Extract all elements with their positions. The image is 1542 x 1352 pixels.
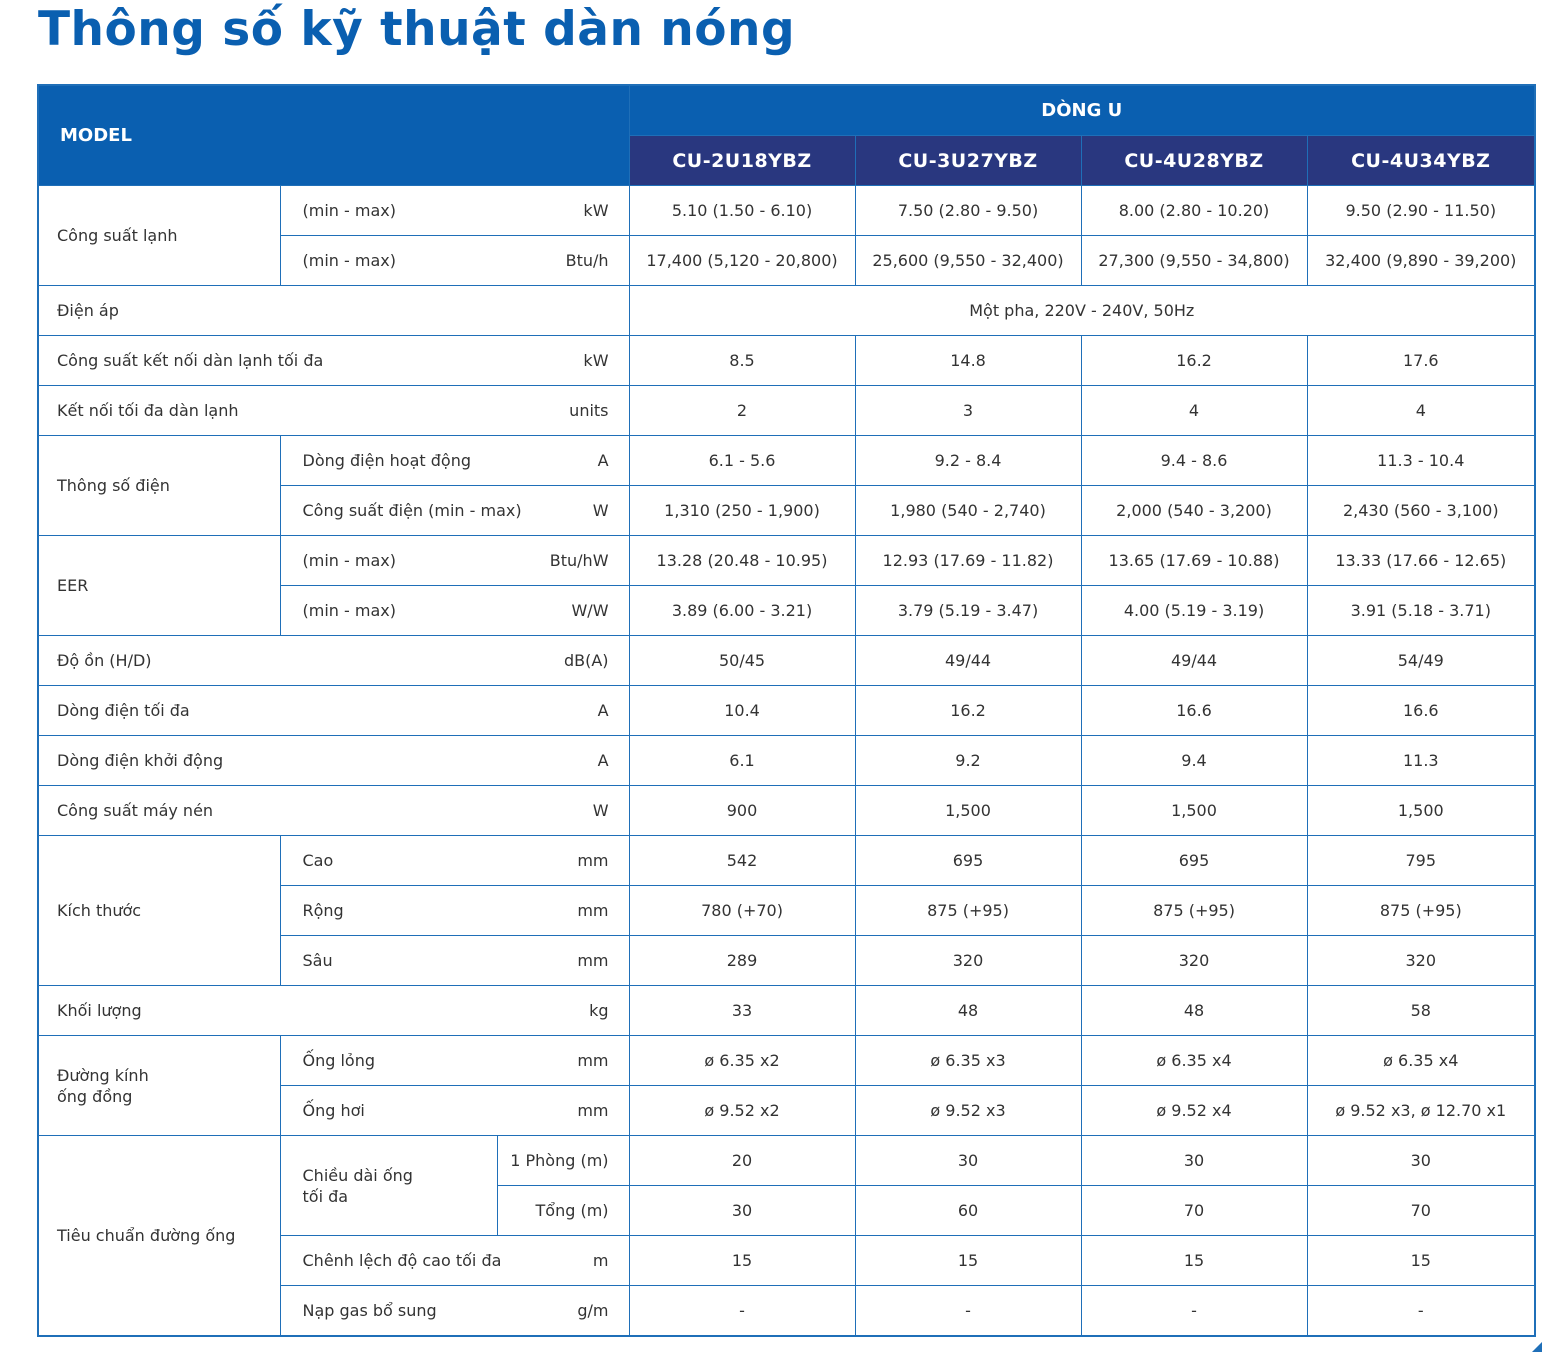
value-cell: 4 [1307,386,1535,436]
row-sublabel: Nạp gas bổ sung g/m [280,1286,629,1337]
value-cell: 16.2 [855,686,1081,736]
value-cell: 16.2 [1081,336,1307,386]
row-sublabel: (min - max) Btu/hW [280,536,629,586]
value-cell: 10.4 [629,686,855,736]
value-cell: ø 6.35 x2 [629,1036,855,1086]
value-cell: ø 6.35 x4 [1081,1036,1307,1086]
row-label: Thông số điện [38,436,280,536]
value-cell: 1,500 [1307,786,1535,836]
value-cell: 33 [629,986,855,1036]
spec-table [37,84,1536,1337]
value-cell: 16.6 [1081,686,1307,736]
value-cell: 15 [1307,1236,1535,1286]
row-label: Khối lượng kg [38,986,629,1036]
value-cell: 1,500 [855,786,1081,836]
row-label: Điện áp [38,286,629,336]
value-cell: 13.33 (17.66 - 12.65) [1307,536,1535,586]
model-name: CU-4U34YBZ [1307,136,1535,186]
table-row [38,186,1535,236]
value-cell: 5.10 (1.50 - 6.10) [629,186,855,236]
value-cell: 70 [1081,1186,1307,1236]
value-cell: 30 [1081,1136,1307,1186]
row-sublabel: Ống lỏng mm [280,1036,629,1086]
row-sublabel: Cao mm [280,836,629,886]
value-cell: 12.93 (17.69 - 11.82) [855,536,1081,586]
value-cell: 1,500 [1081,786,1307,836]
value-cell: 54/49 [1307,636,1535,686]
value-cell: 795 [1307,836,1535,886]
row-sublabel: 1 Phòng (m) [497,1136,629,1186]
value-cell: 60 [855,1186,1081,1236]
value-cell: 16.6 [1307,686,1535,736]
value-cell: 320 [855,936,1081,986]
value-cell: 30 [1307,1136,1535,1186]
value-cell: 70 [1307,1186,1535,1236]
value-cell: ø 9.52 x3, ø 12.70 x1 [1307,1086,1535,1136]
value-cell: 1,310 (250 - 1,900) [629,486,855,536]
value-cell: 875 (+95) [1081,886,1307,936]
value-cell: 289 [629,936,855,986]
value-cell: 13.28 (20.48 - 10.95) [629,536,855,586]
value-cell: 17.6 [1307,336,1535,386]
value-cell: 11.3 [1307,736,1535,786]
row-sublabel: Chênh lệch độ cao tối đa m [280,1236,629,1286]
row-sublabel: Tổng (m) [497,1186,629,1236]
row-label: Công suất máy nén W [38,786,629,836]
value-cell: 2 [629,386,855,436]
value-cell: 3 [855,386,1081,436]
value-cell: 542 [629,836,855,886]
value-cell: 320 [1307,936,1535,986]
value-cell: 50/45 [629,636,855,686]
table-row [38,686,1535,736]
value-cell: 695 [1081,836,1307,886]
value-cell: 3.91 (5.18 - 3.71) [1307,586,1535,636]
value-cell: 875 (+95) [855,886,1081,936]
value-cell: 30 [629,1186,855,1236]
value-cell: ø 6.35 x3 [855,1036,1081,1086]
table-row [38,386,1535,436]
row-label: Dòng điện khởi động A [38,736,629,786]
value-cell: 9.50 (2.90 - 11.50) [1307,186,1535,236]
value-cell: 48 [1081,986,1307,1036]
value-cell: 27,300 (9,550 - 34,800) [1081,236,1307,286]
value-cell: 3.79 (5.19 - 3.47) [855,586,1081,636]
row-sublabel: Rộng mm [280,886,629,936]
value-cell: 13.65 (17.69 - 10.88) [1081,536,1307,586]
value-cell: 2,000 (540 - 3,200) [1081,486,1307,536]
row-sublabel: (min - max) Btu/h [280,236,629,286]
value-cell: 17,400 (5,120 - 20,800) [629,236,855,286]
value-cell: 15 [629,1236,855,1286]
value-cell: 14.8 [855,336,1081,386]
value-cell: 3.89 (6.00 - 3.21) [629,586,855,636]
value-cell: 4.00 (5.19 - 3.19) [1081,586,1307,636]
table-row [38,636,1535,686]
value-cell: - [1081,1286,1307,1337]
value-cell: 4 [1081,386,1307,436]
row-sublabel: Chiều dài ống tối đa [280,1136,497,1236]
row-label: Công suất lạnh [38,186,280,286]
value-cell: 9.2 - 8.4 [855,436,1081,486]
model-name: CU-4U28YBZ [1081,136,1307,186]
value-cell: 15 [1081,1236,1307,1286]
value-cell: 20 [629,1136,855,1186]
value-cell: 7.50 (2.80 - 9.50) [855,186,1081,236]
row-sublabel: Dòng điện hoạt động A [280,436,629,486]
value-cell: 32,400 (9,890 - 39,200) [1307,236,1535,286]
row-label: Độ ồn (H/D) dB(A) [38,636,629,686]
value-cell: 9.4 - 8.6 [1081,436,1307,486]
table-row [38,536,1535,586]
value-cell: 900 [629,786,855,836]
row-label: Kích thước [38,836,280,986]
value-cell: 6.1 - 5.6 [629,436,855,486]
row-label: Tiêu chuẩn đường ống [38,1136,280,1337]
table-row [38,786,1535,836]
value-cell: 9.4 [1081,736,1307,786]
value-cell: ø 9.52 x4 [1081,1086,1307,1136]
page-title: Thông số kỹ thuật dàn nóng [38,2,796,57]
value-cell: 58 [1307,986,1535,1036]
value-cell: 6.1 [629,736,855,786]
value-cell: 695 [855,836,1081,886]
table-row [38,336,1535,386]
value-cell: 49/44 [855,636,1081,686]
value-cell: 49/44 [1081,636,1307,686]
value-cell: - [629,1286,855,1337]
value-cell: Một pha, 220V - 240V, 50Hz [629,286,1535,336]
table-row [38,836,1535,886]
value-cell: 780 (+70) [629,886,855,936]
value-cell: 9.2 [855,736,1081,786]
value-cell: - [1307,1286,1535,1337]
row-sublabel: Ống hơi mm [280,1086,629,1136]
row-label: Dòng điện tối đa A [38,686,629,736]
table-row [38,986,1535,1036]
value-cell: 11.3 - 10.4 [1307,436,1535,486]
value-cell: ø 6.35 x4 [1307,1036,1535,1086]
row-label: Đường kính ống đồng [38,1036,280,1136]
row-sublabel: (min - max) W/W [280,586,629,636]
value-cell: ø 9.52 x2 [629,1086,855,1136]
value-cell: - [855,1286,1081,1337]
table-row [38,736,1535,786]
model-name: CU-3U27YBZ [855,136,1081,186]
header-row-series [38,85,1535,136]
value-cell: 8.00 (2.80 - 10.20) [1081,186,1307,236]
value-cell: 320 [1081,936,1307,986]
row-sublabel: Công suất điện (min - max) W [280,486,629,536]
row-label: EER [38,536,280,636]
value-cell: 1,980 (540 - 2,740) [855,486,1081,536]
value-cell: 30 [855,1136,1081,1186]
table-row [38,1036,1535,1086]
value-cell: 48 [855,986,1081,1036]
series-header: DÒNG U [629,85,1535,136]
table-row [38,286,1535,336]
corner-mark [1532,1342,1542,1352]
value-cell: 875 (+95) [1307,886,1535,936]
model-name: CU-2U18YBZ [629,136,855,186]
row-sublabel: Sâu mm [280,936,629,986]
row-sublabel: (min - max) kW [280,186,629,236]
model-header: MODEL [38,85,629,186]
table-row [38,1136,1535,1186]
value-cell: 15 [855,1236,1081,1286]
value-cell: 8.5 [629,336,855,386]
row-label: Công suất kết nối dàn lạnh tối đa kW [38,336,629,386]
value-cell: 2,430 (560 - 3,100) [1307,486,1535,536]
value-cell: ø 9.52 x3 [855,1086,1081,1136]
table-row [38,436,1535,486]
value-cell: 25,600 (9,550 - 32,400) [855,236,1081,286]
row-label: Kết nối tối đa dàn lạnh units [38,386,629,436]
